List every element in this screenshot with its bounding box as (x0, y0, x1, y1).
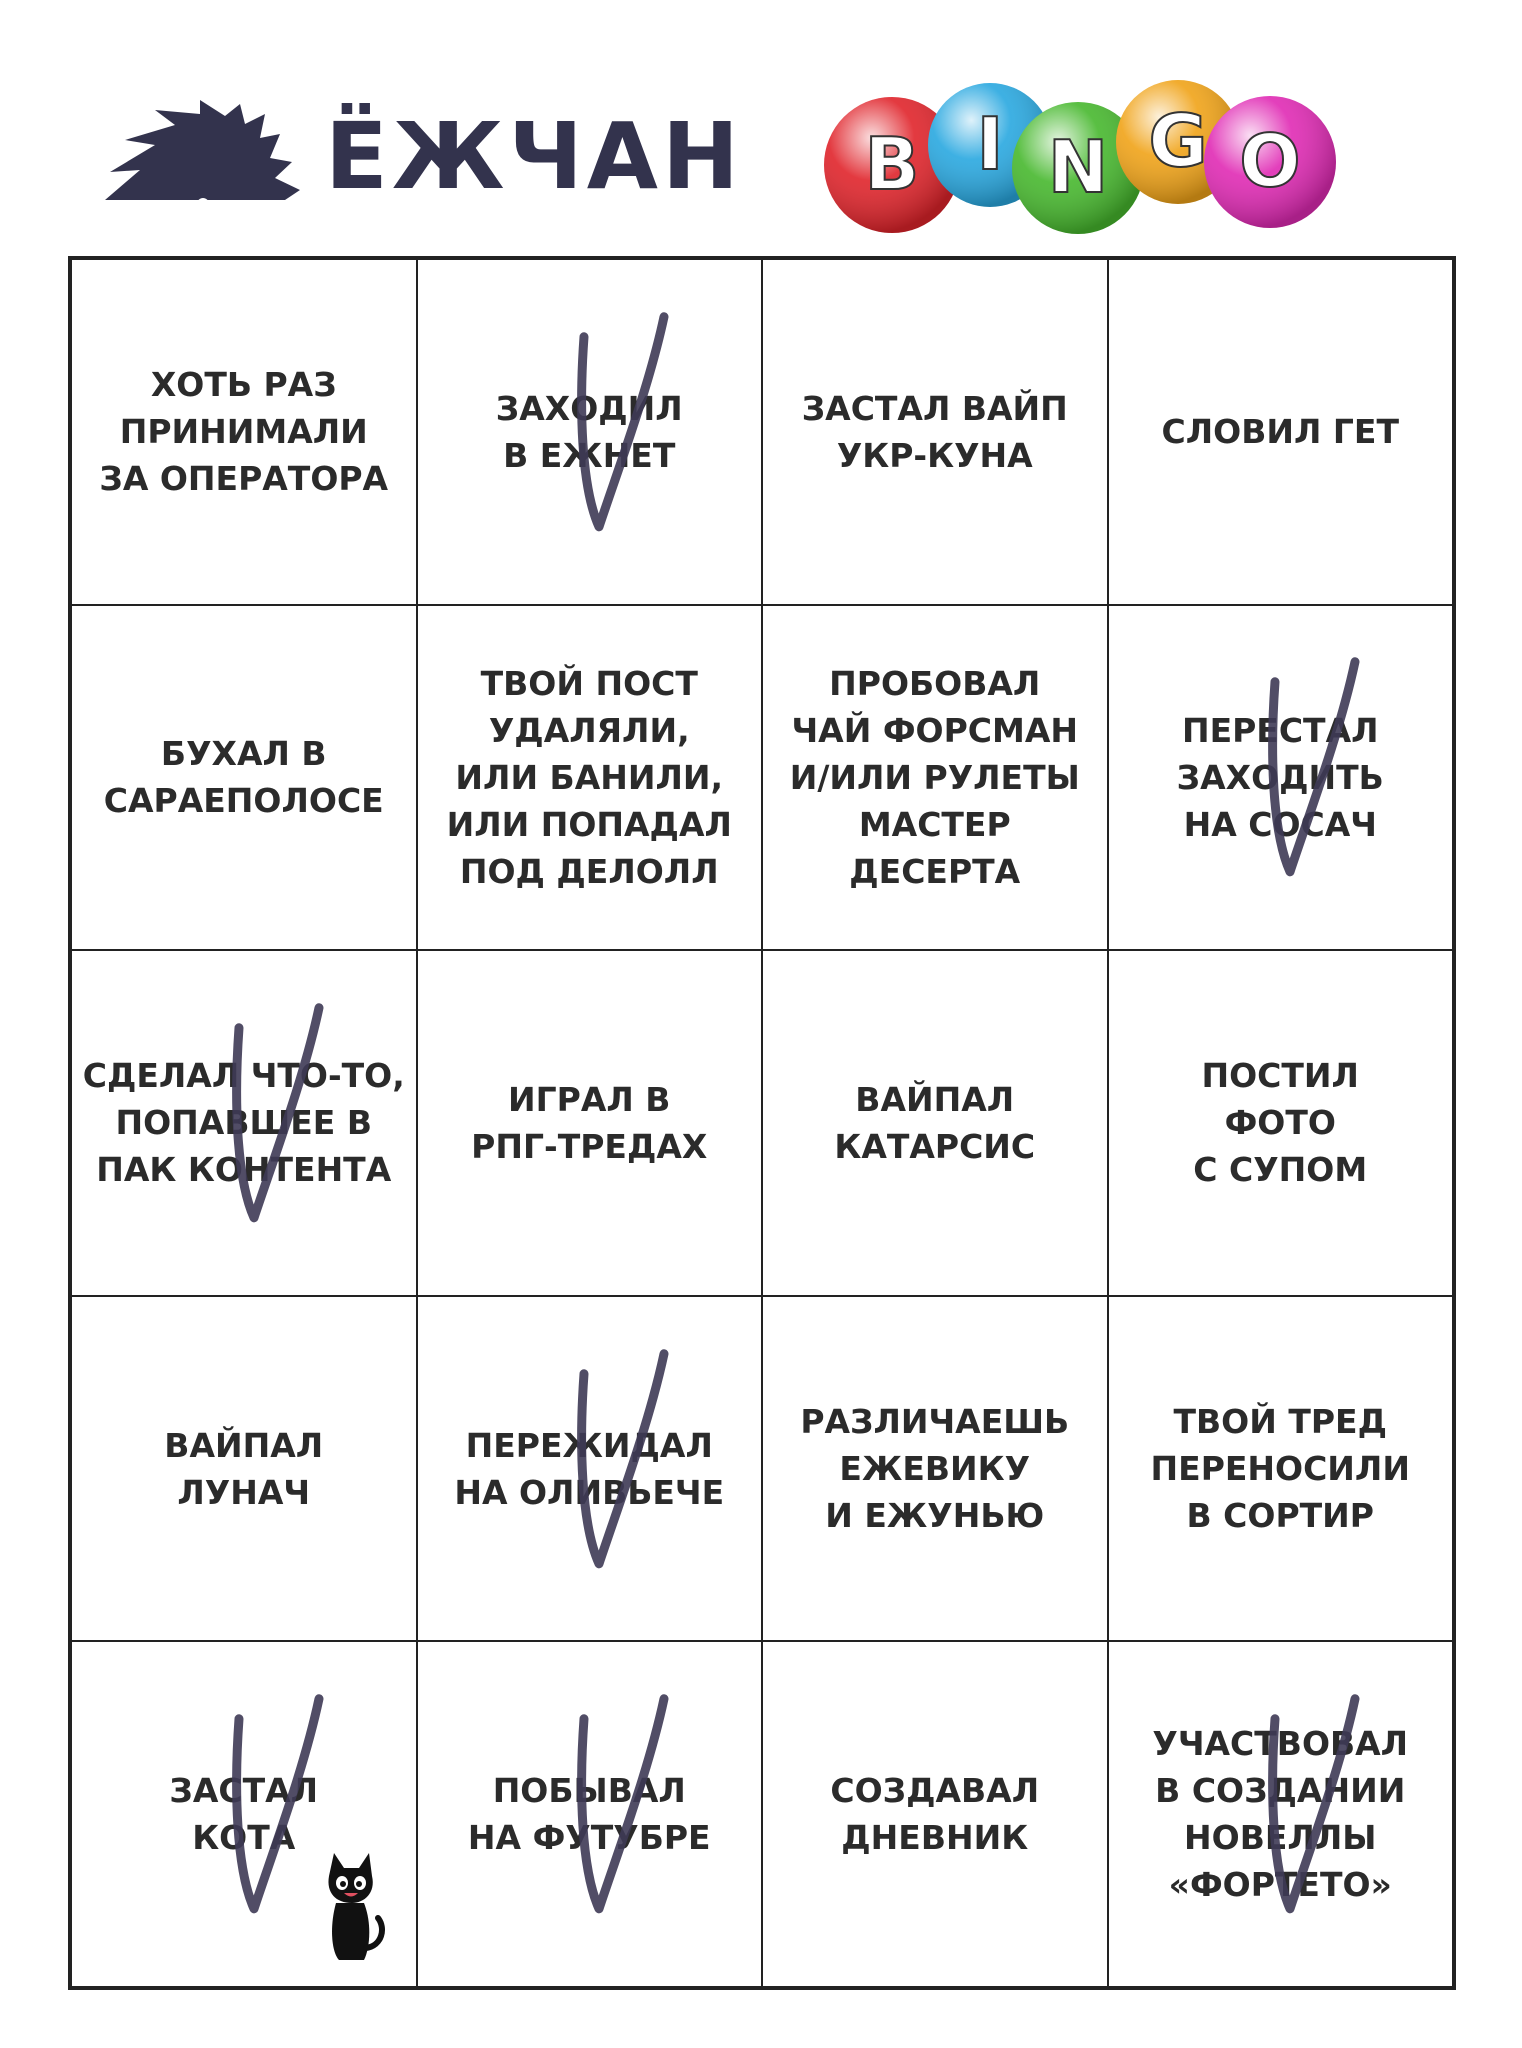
cell-text: ВАЙПАЛ КАТАРСИС (834, 1079, 1036, 1166)
cell-text: ИГРАЛ В РПГ-ТРЕДАХ (471, 1079, 708, 1166)
cell-text: ПЕРЕСТАЛ ЗАХОДИТЬ НА СОСАЧ (1176, 710, 1384, 844)
bingo-cell[interactable] (1108, 950, 1454, 1296)
bingo-ball-o (1204, 96, 1336, 228)
cell-text: ЗАХОДИЛ В ЕЖНЕТ (495, 388, 683, 475)
cell-text: СЛОВИЛ ГЕТ (1161, 412, 1399, 452)
bingo-cell[interactable] (762, 1296, 1108, 1642)
bingo-letter: I (976, 102, 1004, 186)
cell-text: ХОТЬ РАЗ ПРИНИМАЛИ ЗА ОПЕРАТОРА (99, 365, 389, 499)
cell-text: СДЕЛАЛ ЧТО-ТО, ПОПАВШЕЕ В ПАК КОНТЕНТА (82, 1056, 405, 1190)
bingo-cell[interactable] (1108, 1296, 1454, 1642)
bingo-cell[interactable] (417, 1296, 763, 1642)
black-cat-icon (314, 1848, 394, 1968)
bingo-letter: G (1148, 99, 1208, 183)
cell-text: СОЗДАВАЛ ДНЕВНИК (830, 1771, 1040, 1858)
cell-text: БУХАЛ В САРАЕПОЛОСЕ (103, 734, 384, 821)
cell-text: РАЗЛИЧАЕШЬ ЕЖЕВИКУ И ЕЖУНЬЮ (800, 1402, 1070, 1536)
bingo-cell[interactable] (71, 1641, 417, 1987)
bingo-letter: N (1047, 125, 1109, 209)
cell-text: ВАЙПАЛ ЛУНАЧ (164, 1425, 324, 1512)
bingo-cell[interactable] (417, 605, 763, 951)
cell-text: ПРОБОВАЛ ЧАЙ ФОРСМАН И/ИЛИ РУЛЕТЫ МАСТЕР ДЕСЕРТА (789, 663, 1080, 891)
cell-text: ТВОЙ ТРЕД ПЕРЕНОСИЛИ В СОРТИР (1150, 1402, 1410, 1536)
bingo-cell[interactable] (762, 259, 1108, 605)
bingo-letter: B (864, 122, 920, 206)
cell-text: ЗАСТАЛ КОТА (169, 1771, 319, 1858)
cell-text: ЗАСТАЛ ВАЙП УКР-КУНА (801, 388, 1068, 475)
cell-text: УЧАСТВОВАЛ В СОЗДАНИИ НОВЕЛЛЫ «ФОРТЕТО» (1152, 1724, 1409, 1905)
bingo-cell[interactable] (762, 950, 1108, 1296)
logo-text: ЁЖЧАН (325, 103, 744, 210)
bingo-cell[interactable] (762, 1641, 1108, 1987)
bingo-grid (68, 256, 1456, 1990)
bingo-cell[interactable] (417, 1641, 763, 1987)
cell-text: ПОСТИЛ ФОТО С СУПОМ (1193, 1056, 1368, 1190)
bingo-cell[interactable] (1108, 605, 1454, 951)
bingo-cell[interactable] (71, 950, 417, 1296)
bingo-cell[interactable] (1108, 1641, 1454, 1987)
bingo-cell[interactable] (1108, 259, 1454, 605)
header (0, 0, 1522, 250)
bingo-logo (820, 70, 1360, 240)
logo (100, 100, 780, 220)
bingo-cell[interactable] (417, 950, 763, 1296)
bingo-cell[interactable] (417, 259, 763, 605)
hedgehog-icon (100, 100, 310, 210)
cell-text: ТВОЙ ПОСТ УДАЛЯЛИ, ИЛИ БАНИЛИ, ИЛИ ПОПАДАЛ ПОД ДЕЛОЛЛ (446, 663, 732, 891)
cell-text: ПЕРЕЖИДАЛ НА ОЛИВЬЕЧЕ (454, 1425, 725, 1512)
bingo-cell[interactable] (71, 1296, 417, 1642)
bingo-letter: O (1239, 119, 1301, 203)
bingo-cell[interactable] (71, 259, 417, 605)
cell-text: ПОБЫВАЛ НА ФУТУБРЕ (467, 1771, 711, 1858)
bingo-cell[interactable] (71, 605, 417, 951)
bingo-cell[interactable] (762, 605, 1108, 951)
